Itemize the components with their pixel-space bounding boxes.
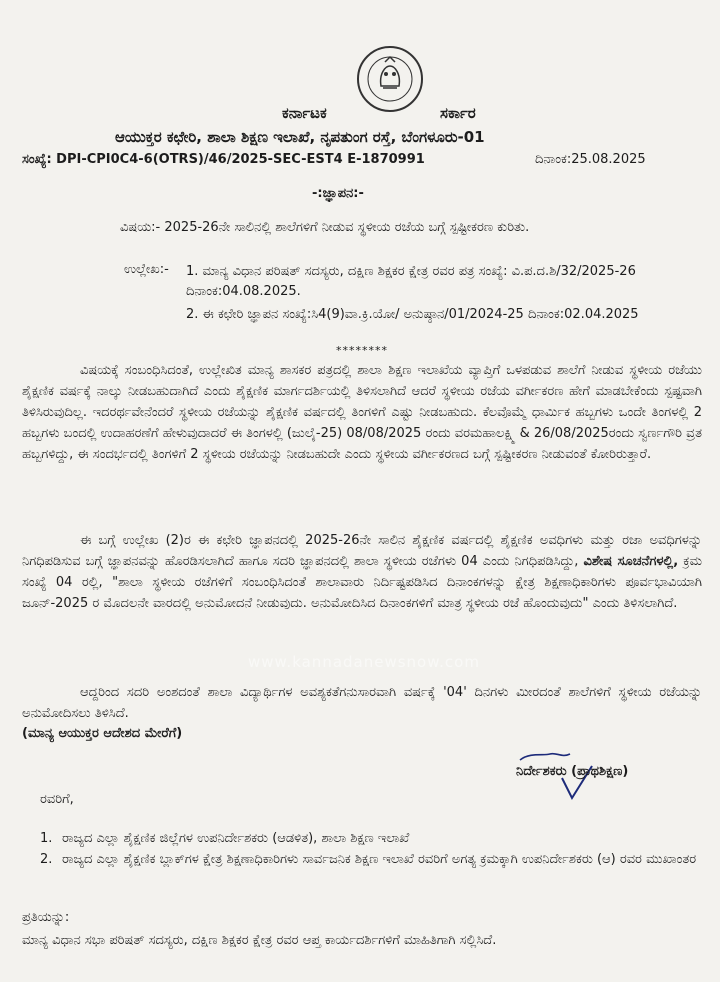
ref-label: ಸಂಖ್ಯೆ:: [22, 152, 52, 167]
copy-text: ಮಾನ್ಯ ವಿಧಾನ ಸಭಾ ಪರಿಷತ್ ಸದಸ್ಯರು, ದಕ್ಷಿಣ ಶಿಕ್ಷಕರ ಕ್ಷೇತ್ರ ರವರ ಆಪ್ತ ಕಾರ್ಯದರ್ಶಿಗಳಿಗೆ ಮಾಹಿತಿಗಾಗಿ ಸಲ್ಲಿಸಿದೆ.: [22, 933, 497, 948]
paragraph-2: [22, 530, 702, 614]
list-number: 2.: [40, 852, 53, 867]
list-number: 1.: [40, 831, 53, 846]
subject-text: 2025-26ನೇ ಸಾಲಿನಲ್ಲಿ ಶಾಲೆಗಳಿಗೆ ನೀಡುವ ಸ್ಥಳೀಯ ರಜೆಯ ಬಗ್ಗೆ ಸ್ಪಷ್ಟೀಕರಣ ಕುರಿತು.: [164, 220, 530, 235]
paragraph-2-end: ಕ್ರಮ ಸಂಖ್ಯೆ 04 ರಲ್ಲಿ, "ಶಾಲಾ ಸ್ಥಳೀಯ ರಜೆಗಳಿಗೆ ಸಂಬಂಧಿಸಿದಂತೆ ಶಾಲಾವಾರು ನಿರ್ದಿಷ್ಟಪಡಿಸಿದ ದಿನಾಂಕಗಳನ್ನು ಕ್ಷೇತ್ರ ಶಿಕ್ಷಣಾಧಿಕಾರಿಗಳು ಪೂರ್ವಭಾವಿಯಾಗಿ ಜೂನ್-2025 ರ ಮೊದಲನೇ ವಾರದಲ್ಲಿ ಅನುಮೋದನೆ ನೀಡುವುದು. ಅನುಮೋದಿಸಿದ ದಿನಾಂಕಗಳಿಗೆ ಮಾತ್ರ ಸ್ಥಳೀಯ ರಜೆ ಹೊಂದುವುದು" ಎಂದು ತಿಳಿಸಲಾಗಿದೆ.: [22, 554, 702, 611]
paragraph-3: ಆದ್ದರಿಂದ ಸದರಿ ಅಂಶದಂತೆ ಶಾಲಾ ವಿದ್ಯಾರ್ಥಿಗಳ ಅವಶ್ಯಕತೆಗನುಸಾರವಾಗಿ ವರ್ಷಕ್ಕೆ '04' ದಿನಗಳು ಮೀರದಂತೆ ಶಾಲೆಗಳಿಗೆ ಸ್ಥಳೀಯ ರಜೆಯನ್ನು ಅನುಮೋದಿಸಲು ತಿಳಿಸಿದೆ.: [22, 685, 702, 721]
reference-line: [22, 152, 425, 167]
document-date: ದಿನಾಂಕ:25.08.2025: [535, 152, 646, 167]
references-label: ಉಲ್ಲೇಖ:-: [124, 262, 169, 277]
watermark: www.kannadanewsnow.com: [248, 653, 480, 671]
special-instructions-label: ವಿಶೇಷ ಸೂಚನೆಗಳಲ್ಲಿ,: [583, 554, 679, 569]
header-office: ಆಯುಕ್ತರ ಕಛೇರಿ, ಶಾಲಾ ಶಿಕ್ಷಣ ಇಲಾಖೆ, ನೃಪತುಂಗ ರಸ್ತೆ, ಬೆಂಗಳೂರು-01: [115, 128, 485, 146]
copy-label: ಪ್ರತಿಯನ್ನು:: [22, 910, 70, 925]
ref-number: DPI-CPI0C4-6(OTRS)/46/2025-SEC-EST4 E-1870991: [56, 152, 425, 167]
karnataka-emblem-icon: [355, 44, 425, 114]
header-state: ಕರ್ನಾಟಕ: [282, 104, 327, 122]
memo-heading: -:ಜ್ಞಾಪನ:-: [312, 186, 364, 201]
order-line: (ಮಾನ್ಯ ಆಯುಕ್ತರ ಆದೇಶದ ಮೇರೆಗೆ): [22, 726, 183, 741]
list-item: [40, 828, 700, 849]
subject: [120, 218, 680, 238]
list-item: [40, 849, 700, 870]
reference-item-2: 2. ಈ ಕಛೇರಿ ಜ್ಞಾಪನ ಸಂಖ್ಯೆ:ಸಿ4(9)ವಾ.ಕ್ರಿ.ಯೋ/ ಅನುಷ್ಠಾನ/01/2024-25 ದಿನಾಂಕ:02.04.2025: [186, 307, 639, 322]
separator: ********: [336, 344, 388, 357]
reference-item-1: 1. ಮಾನ್ಯ ವಿಧಾನ ಪರಿಷತ್ ಸದಸ್ಯರು, ದಕ್ಷಿಣ ಶಿಕ್ಷಕರ ಕ್ಷೇತ್ರ ರವರ ಪತ್ರ ಸಂಖ್ಯೆ: ವಿ.ಪ.ದ.ಶಿ/32/2025-26 ದಿನಾಂಕ:04.08.2025.: [186, 264, 636, 299]
paragraph-1: ವಿಷಯಕ್ಕೆ ಸಂಬಂಧಿಸಿದಂತೆ, ಉಲ್ಲೇಖಿತ ಮಾನ್ಯ ಶಾಸಕರ ಪತ್ರದಲ್ಲಿ ಶಾಲಾ ಶಿಕ್ಷಣ ಇಲಾಖೆಯ ವ್ಯಾಪ್ತಿಗೆ ಒಳಪಡುವ ಶಾಲೆಗೆ ನೀಡುವ ಸ್ಥಳೀಯ ರಜೆಯು ಶೈಕ್ಷಣಿಕ ವರ್ಷಕ್ಕೆ ನಾಲ್ಕು ನೀಡಬಹುದಾಗಿದೆ ಎಂದು ಶೈಕ್ಷಣಿಕ ಮಾರ್ಗದರ್ಶಿಯಲ್ಲಿ ತಿಳಿಸಲಾಗಿದೆ ಆದರೆ ಸ್ಥಳೀಯ ರಜೆಯ ವರ್ಗೀಕರಣ ಹೇಗೆ ಮಾಡಬೇಕೆಂದು ಸ್ಪಷ್ಟವಾಗಿ ತಿಳಿಸಿರುವುದಿಲ್ಲ. ಇದರರ್ಥವೇನೆಂದರೆ ಸ್ಥಳೀಯ ರಜೆಯನ್ನು ಶೈಕ್ಷಣಿಕ ವರ್ಷದಲ್ಲಿ ತಿಂಗಳಿಗೆ ಎಷ್ಟು ನೀಡಬಹುದು. ಕೆಲವೊಮ್ಮೆ ಧಾರ್ಮಿಕ ಹಬ್ಬಗಳು ಒಂದೇ ತಿಂಗಳಲ್ಲಿ 2 ಹಬ್ಬಗಳು ಬಂದಲ್ಲಿ ಉದಾಹರಣೆಗೆ ಹೇಳುವುದಾದರೆ ಈ ತಿಂಗಳಲ್ಲಿ (ಜುಲೈ-25) 08/08/2025 ರಂದು ವರಮಹಾಲಕ್ಷ್ಮಿ & 26/08/2025ರಂದು ಸ್ವರ್ಣಗೌರಿ ವ್ರತ ಹಬ್ಬಗಳಿದ್ದು, ಈ ಸಂದರ್ಭದಲ್ಲಿ ತಿಂಗಳಿಗೆ 2 ಸ್ಥಳೀಯ ರಜೆಯನ್ನು ನೀಡಬಹುದೇ ಎಂದು ಸ್ಥಳೀಯ ವರ್ಗೀಕರಣದ ಬಗ್ಗೆ ಸ್ಪಷ್ಟೀಕರಣ ನೀಡುವಂತೆ ಕೋರಿರುತ್ತಾರೆ.: [22, 363, 702, 462]
paragraph-2-start: ಈ ಬಗ್ಗೆ ಉಲ್ಲೇಖ (2)ರ ಈ ಕಛೇರಿ ಜ್ಞಾಪನದಲ್ಲಿ 2025-26ನೇ ಸಾಲಿನ ಶೈಕ್ಷಣಿಕ ವರ್ಷದಲ್ಲಿ ಶೈಕ್ಷಣಿಕ ಅವಧಿಗಳು ಮತ್ತು ರಜಾ ಅವಧಿಗಳನ್ನು ನಿಗಧಿಪಡಿಸುವ ಬಗ್ಗೆ ಜ್ಞಾಪನವನ್ನು ಹೊರಡಿಸಲಾಗಿದೆ ಹಾಗೂ ಸದರಿ ಜ್ಞಾಪನದಲ್ಲಿ ಶಾಲಾ ಸ್ಥಳೀಯ ರಜೆಗಳು 04 ಎಂದು ನಿಗಧಿಪಡಿಸಿದ್ದು,: [22, 533, 702, 569]
list-text: ರಾಜ್ಯದ ಎಲ್ಲಾ ಶೈಕ್ಷಣಿಕ ಬ್ಲಾಕ್‌ಗಳ ಕ್ಷೇತ್ರ ಶಿಕ್ಷಣಾಧಿಕಾರಿಗಳು ಸಾರ್ವಜನಿಕ ಶಿಕ್ಷಣ ಇಲಾಖೆ ರವರಿಗೆ ಅಗತ್ಯ ಕ್ರಮಕ್ಕಾಗಿ ಉಪನಿರ್ದೇಶಕರು (ಆ) ರವರ ಮುಖಾಂತರ: [62, 852, 697, 867]
list-text: ರಾಜ್ಯದ ಎಲ್ಲಾ ಶೈಕ್ಷಣಿಕ ಜಿಲ್ಲೆಗಳ ಉಪನಿರ್ದೇಶಕರು (ಆಡಳಿತ), ಶಾಲಾ ಶಿಕ್ಷಣ ಇಲಾಖೆ: [62, 831, 410, 846]
to-label: ರವರಿಗೆ,: [40, 792, 74, 807]
recipient-list: [40, 828, 700, 870]
header-government: ಸರ್ಕಾರ: [440, 104, 476, 122]
subject-label: ವಿಷಯ:-: [120, 220, 161, 235]
signatory: ನಿರ್ದೇಶಕರು (ಪ್ರಾಥಶಿಕ್ಷಣ): [516, 764, 629, 779]
